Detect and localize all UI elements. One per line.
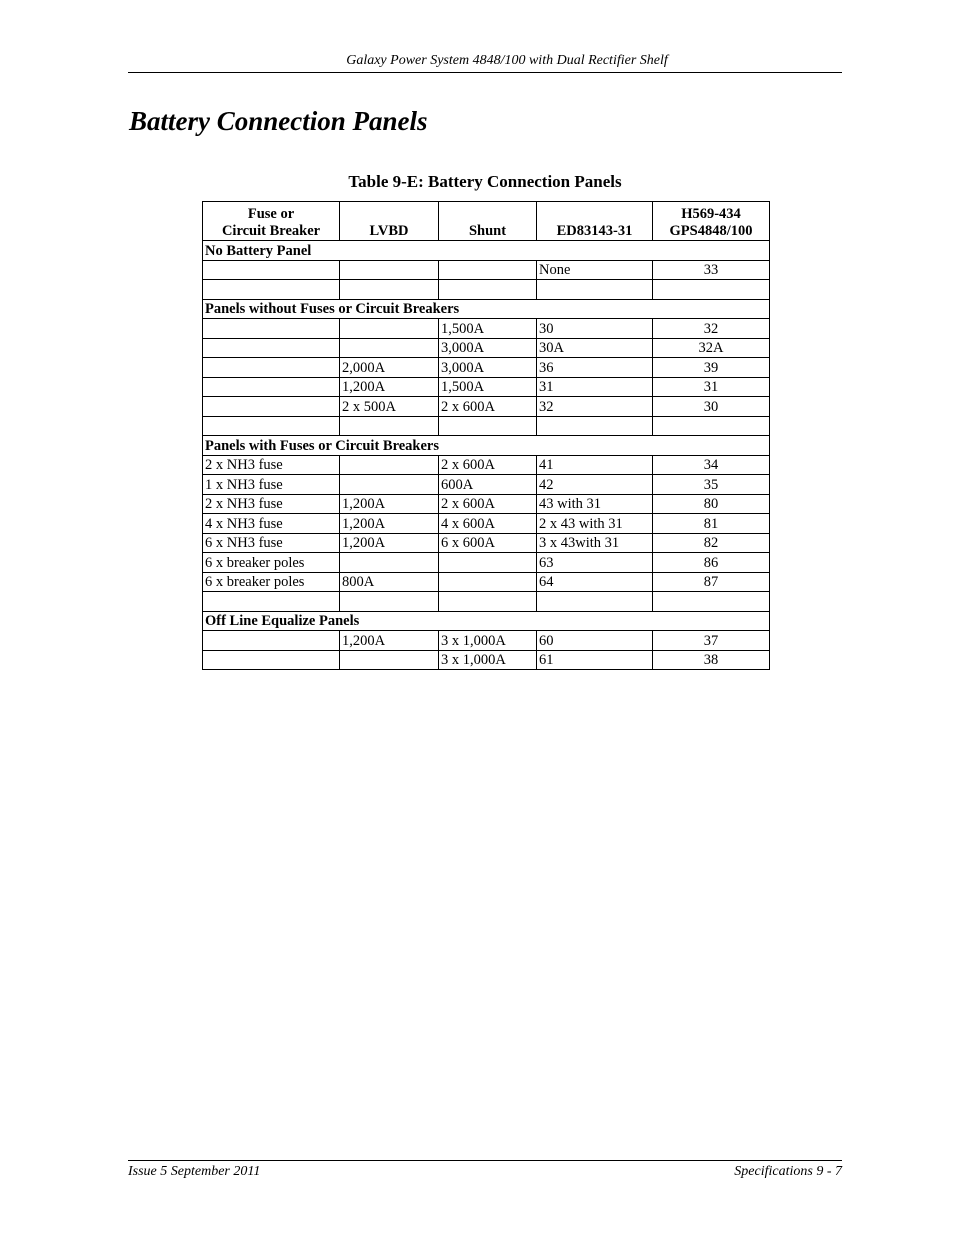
table-cell: [439, 553, 537, 573]
table-cell: 87: [653, 572, 770, 592]
table-cell: [340, 455, 439, 475]
section-row: [203, 436, 770, 456]
table-cell: [340, 592, 439, 612]
table-cell: 31: [537, 377, 653, 397]
table-cell: [203, 280, 340, 300]
table-row: [203, 319, 770, 339]
column-header-line-2: ED83143-31: [556, 223, 633, 239]
section-heading: No Battery Panel: [203, 241, 770, 261]
table-cell: [653, 280, 770, 300]
column-header-fuse-or-breaker: [203, 202, 340, 241]
table-cell: 36: [537, 358, 653, 378]
table-cell: [340, 338, 439, 358]
table-cell: 6 x breaker poles: [203, 572, 340, 592]
column-header-line-2: GPS4848/100: [669, 223, 753, 239]
table-cell: 3 x 43with 31: [537, 533, 653, 553]
section-row: [203, 241, 770, 261]
table-row: [203, 553, 770, 573]
section-heading: Panels with Fuses or Circuit Breakers: [203, 436, 770, 456]
column-header-line-2: LVBD: [369, 223, 409, 239]
table-cell: 64: [537, 572, 653, 592]
table-row: [203, 280, 770, 300]
table-row: [203, 397, 770, 417]
table-cell: [439, 260, 537, 280]
table-cell: 2 x 43 with 31: [537, 514, 653, 534]
table-cell: 33: [653, 260, 770, 280]
table-row: [203, 416, 770, 436]
section-title: Battery Connection Panels: [129, 106, 428, 136]
table-cell: [203, 338, 340, 358]
table-cell: 42: [537, 475, 653, 495]
table-header: [203, 202, 770, 241]
table-cell: 32: [537, 397, 653, 417]
table-cell: 2 x NH3 fuse: [203, 455, 340, 475]
table-cell: [653, 592, 770, 612]
table-cell: 31: [653, 377, 770, 397]
table-cell: 2 x NH3 fuse: [203, 494, 340, 514]
table-cell: 35: [653, 475, 770, 495]
table-cell: [203, 260, 340, 280]
table-cell: 30A: [537, 338, 653, 358]
table-cell: 41: [537, 455, 653, 475]
table-cell: 1 x NH3 fuse: [203, 475, 340, 495]
table-cell: 37: [653, 631, 770, 651]
table-cell: 4 x NH3 fuse: [203, 514, 340, 534]
table-cell: 1,200A: [340, 514, 439, 534]
table-cell: 30: [537, 319, 653, 339]
table-cell: 2,000A: [340, 358, 439, 378]
table-row: [203, 455, 770, 475]
table-cell: [340, 416, 439, 436]
table-cell: 3,000A: [439, 358, 537, 378]
table-cell: [203, 377, 340, 397]
table-cell: [203, 397, 340, 417]
table-cell: [439, 592, 537, 612]
table-cell: [340, 475, 439, 495]
table-cell: [340, 280, 439, 300]
running-header-title: Galaxy Power System 4848/100 with Dual Rectifier Shelf: [346, 53, 668, 68]
column-header-lvbd: [340, 202, 439, 241]
table-row: [203, 572, 770, 592]
table-cell: 30: [653, 397, 770, 417]
table-cell: 38: [653, 650, 770, 670]
table-row: [203, 514, 770, 534]
table-cell: [340, 553, 439, 573]
column-header-ed83143-31: [537, 202, 653, 241]
table-cell: 86: [653, 553, 770, 573]
table-row: [203, 338, 770, 358]
table-cell: 63: [537, 553, 653, 573]
column-header-h569-434: [653, 202, 770, 241]
table-cell: 3 x 1,000A: [439, 650, 537, 670]
table-cell: [537, 280, 653, 300]
section-heading: Panels without Fuses or Circuit Breakers: [203, 299, 770, 319]
table-cell: 32: [653, 319, 770, 339]
table-body: [203, 241, 770, 670]
section-heading: Off Line Equalize Panels: [203, 611, 770, 631]
footer-page-number: Specifications 9 - 7: [734, 1164, 842, 1179]
table-row: [203, 592, 770, 612]
table-row: [203, 650, 770, 670]
section-row: [203, 299, 770, 319]
table-cell: 32A: [653, 338, 770, 358]
table-cell: [653, 416, 770, 436]
running-header: [128, 52, 842, 73]
table-cell: [203, 416, 340, 436]
column-header-shunt: [439, 202, 537, 241]
table-row: [203, 533, 770, 553]
table-cell: 6 x breaker poles: [203, 553, 340, 573]
table-cell: 1,500A: [439, 319, 537, 339]
table-cell: 60: [537, 631, 653, 651]
table-cell: 1,200A: [340, 533, 439, 553]
table-cell: 1,200A: [340, 377, 439, 397]
table-cell: 82: [653, 533, 770, 553]
table-cell: 6 x 600A: [439, 533, 537, 553]
table-cell: [203, 358, 340, 378]
table-cell: [340, 319, 439, 339]
table-cell: [439, 280, 537, 300]
table-cell: 1,200A: [340, 631, 439, 651]
column-header-line-2: Shunt: [468, 223, 507, 239]
column-header-line-2: Circuit Breaker: [221, 223, 321, 239]
table-row: [203, 377, 770, 397]
table-row: [203, 631, 770, 651]
table-cell: None: [537, 260, 653, 280]
table-cell: 61: [537, 650, 653, 670]
table-cell: [537, 416, 653, 436]
table-row: [203, 358, 770, 378]
table-cell: [340, 260, 439, 280]
table-caption: Table 9-E: Battery Connection Panels: [348, 172, 622, 191]
table-cell: 43 with 31: [537, 494, 653, 514]
table-cell: 3 x 1,000A: [439, 631, 537, 651]
table-cell: [203, 319, 340, 339]
table-cell: 2 x 600A: [439, 494, 537, 514]
table-cell: 3,000A: [439, 338, 537, 358]
table-cell: 39: [653, 358, 770, 378]
section-row: [203, 611, 770, 631]
table-row: [203, 260, 770, 280]
table-row: [203, 475, 770, 495]
table-cell: [340, 650, 439, 670]
table-cell: 6 x NH3 fuse: [203, 533, 340, 553]
table-cell: 34: [653, 455, 770, 475]
table-header-row: [203, 202, 770, 241]
table-cell: 1,200A: [340, 494, 439, 514]
table-cell: 600A: [439, 475, 537, 495]
table-cell: 80: [653, 494, 770, 514]
footer-issue: Issue 5 September 2011: [128, 1164, 261, 1179]
battery-connection-panels-table: [202, 201, 770, 670]
table-cell: [203, 592, 340, 612]
table-cell: 2 x 600A: [439, 397, 537, 417]
table-cell: 4 x 600A: [439, 514, 537, 534]
table-cell: [203, 650, 340, 670]
page-footer: [128, 1160, 842, 1181]
table-cell: [537, 592, 653, 612]
table-cell: 2 x 500A: [340, 397, 439, 417]
table-row: [203, 494, 770, 514]
table-cell: 1,500A: [439, 377, 537, 397]
column-header-line-1: H569-434: [681, 206, 741, 222]
table-cell: [439, 572, 537, 592]
table-cell: [439, 416, 537, 436]
table-cell: 800A: [340, 572, 439, 592]
column-header-line-1: Fuse or: [247, 206, 295, 222]
table-cell: [203, 631, 340, 651]
table-cell: 2 x 600A: [439, 455, 537, 475]
table-cell: 81: [653, 514, 770, 534]
